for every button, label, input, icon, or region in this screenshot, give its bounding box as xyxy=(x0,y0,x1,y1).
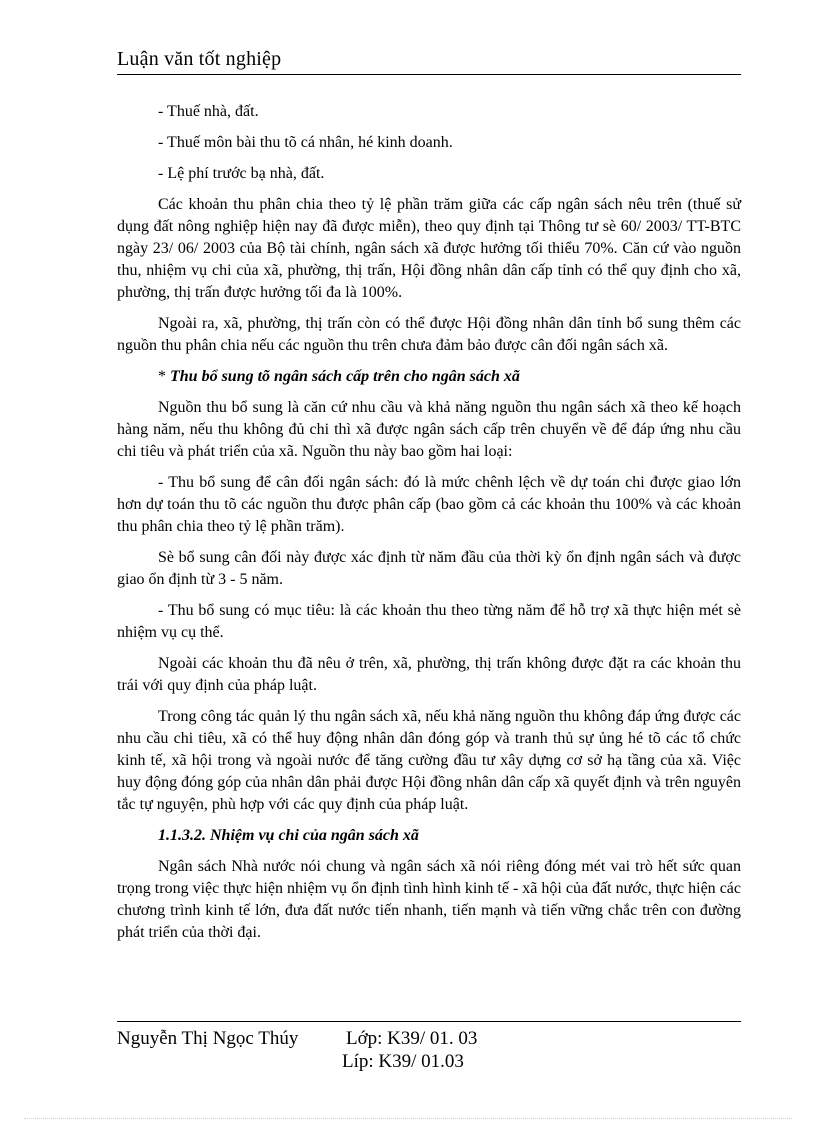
paragraph-shared-revenue: Các khoản thu phân chia theo tỷ lệ phần trăm giữa các cấp ngân sách nêu trên (thuế sử dụng đất nông nghiệp hiện nay đã được miễn), theo quy định tại Thông tư sè 60/ 2003/ TT-BTC ngày 23/ 06/ 2003 của Bộ tài chính, ngân sách xã được hưởng tối thiểu 70%. Căn cứ vào nguồn thu, nhiệm vụ chi của xã, phường, thị trấn, Hội đồng nhân dân cấp tỉnh có thể quy định cho xã, phường, thị trấn được hưởng tối đa là 100%. xyxy=(117,196,741,301)
paragraph-balance-period: Sè bổ sung cân đối này được xác định từ năm đầu của thời kỳ ổn định ngân sách và được giao ổn định từ 3 - 5 năm. xyxy=(117,549,741,588)
footer-class: Lớp: K39/ 01. 03 xyxy=(346,1028,478,1049)
page-header-title: Luận văn tốt nghiệp xyxy=(117,48,282,70)
paragraph-budget-role: Ngân sách Nhà nước nói chung và ngân sách xã nói riêng đóng mét vai trò hết sức quan trọng trong việc thực hiện nhiệm vụ ổn định tình hình kinh tế - xã hội của đất nước, thực hiện các chương trình kinh tế lớn, đưa đất nước tiến nhanh, tiến mạnh và tiến vững chắc trên con đường phát triển của thời đại. xyxy=(117,858,741,941)
section-heading-supplement xyxy=(117,366,741,388)
section-heading-spending-duties: 1.1.3.2. Nhiệm vụ chi của ngân sách xã xyxy=(158,827,419,844)
paragraph-supplement-source: Nguồn thu bổ sung là căn cứ nhu cầu và khả năng nguồn thu ngân sách xã theo kế hoạch hàng năm, nếu thu không đủ chi thì xã được ngân sách cấp trên chuyển về để đáp ứng nhu cầu chi tiêu và phát triển của xã. Nguồn thu này bao gồm hai loại: xyxy=(117,399,741,460)
footer-class-alt: Líp: K39/ 01.03 xyxy=(342,1051,464,1072)
bullet-license-tax: - Thuế môn bài thu tõ cá nhân, hé kinh doanh. xyxy=(158,134,453,151)
header-divider xyxy=(117,74,741,75)
paragraph-targeted-supplement: - Thu bổ sung có mục tiêu: là các khoản thu theo từng năm để hỗ trợ xã thực hiện mét sè nhiệm vụ cụ thể. xyxy=(117,602,741,641)
paragraph-no-illegal-fees: Ngoài các khoản thu đã nêu ở trên, xã, phường, thị trấn không được đặt ra các khoản thu trái với quy định của pháp luật. xyxy=(117,655,741,694)
heading-supplement-text: Thu bổ sung tõ ngân sách cấp trên cho ngân sách xã xyxy=(170,368,520,385)
footer-author: Nguyễn Thị Ngọc Thúy xyxy=(117,1028,299,1049)
bullet-registration-fee: - Lệ phí trước bạ nhà, đất. xyxy=(158,165,325,182)
footer-divider xyxy=(117,1021,741,1022)
paragraph-mobilization: Trong công tác quản lý thu ngân sách xã, nếu khả năng nguồn thu không đáp ứng được các nhu cầu chi tiêu, xã có thể huy động nhân dân đóng góp và tranh thủ sự ủng hé tõ các tổ chức kinh tế, xã hội trong và ngoài nước để tăng cường đầu tư xây dựng cơ sở hạ tầng của xã. Việc huy động đóng góp của nhân dân phải được Hội đồng nhân dân cấp xã quyết định và trên nguyên tắc tự nguyện, phù hợp với các quy định của pháp luật. xyxy=(117,708,741,813)
document-body xyxy=(117,101,741,944)
page-bottom-border xyxy=(24,1118,792,1119)
bullet-house-land-tax: - Thuế nhà, đất. xyxy=(158,103,259,120)
paragraph-balance-supplement: - Thu bổ sung để cân đối ngân sách: đó là mức chênh lệch về dự toán chi được giao lớn hơn dự toán thu tõ các nguồn thu được phân cấp (bao gồm cả các khoản thu 100% và các khoản thu phân chia theo tỷ lệ phần trăm). xyxy=(117,474,741,535)
heading-star: * xyxy=(158,368,170,385)
paragraph-additional-revenue: Ngoài ra, xã, phường, thị trấn còn có thể được Hội đồng nhân dân tỉnh bổ sung thêm các nguồn thu phân chia nếu các nguồn thu trên chưa đảm bảo được cân đối ngân sách xã. xyxy=(117,315,741,354)
